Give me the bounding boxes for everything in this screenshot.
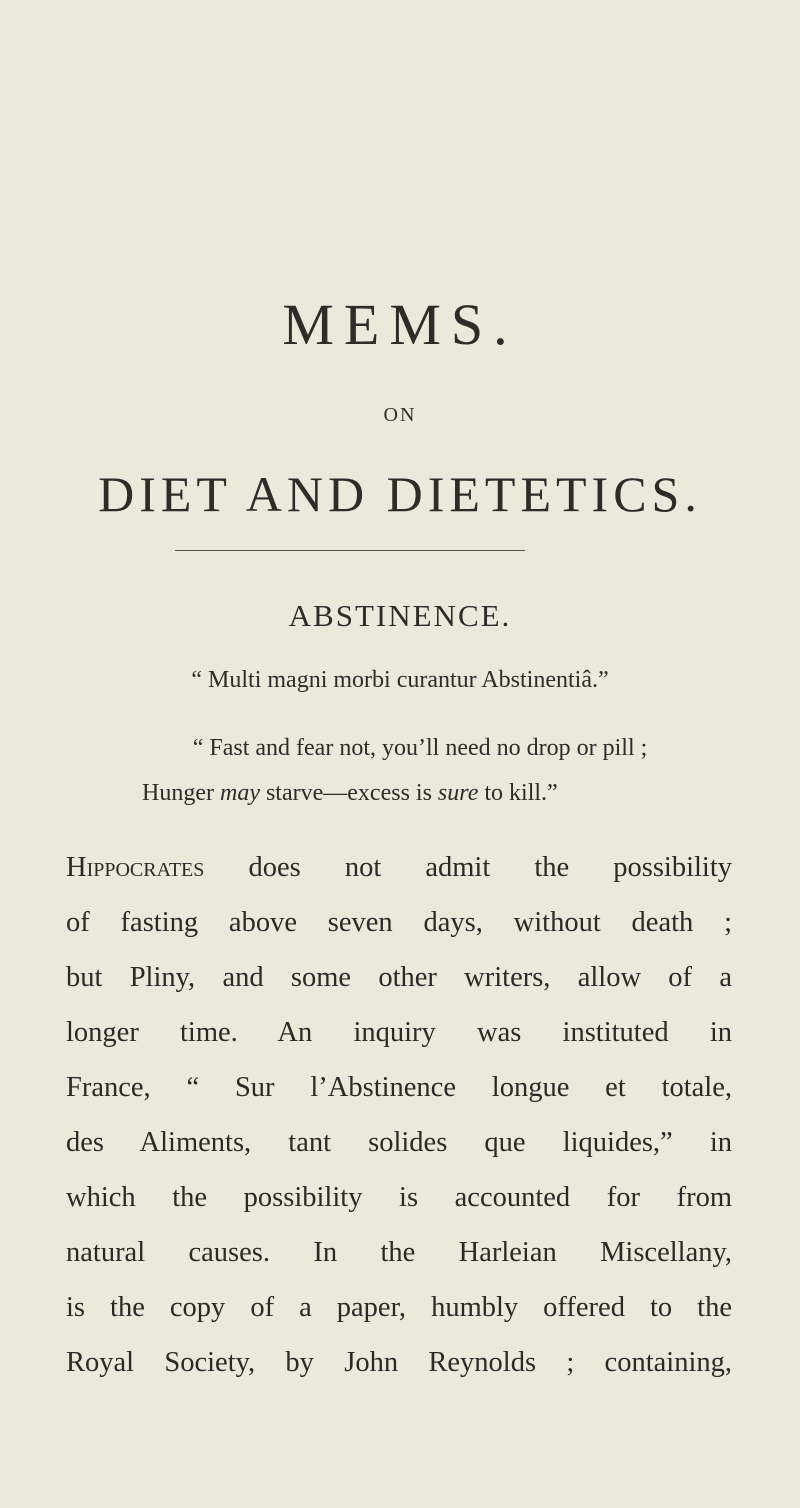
page-subtitle: DIET AND DIETETICS. [98,466,702,522]
verse-line-1: “ Fast and fear not, you’ll need no drop or pill ; [192,735,648,761]
body-line: but Pliny, and some other writers, allow of a [66,962,732,993]
body-line: des Aliments, tant solides que liquides,” in [66,1127,732,1158]
body-line: is the copy of a paper, humbly offered to the [66,1292,732,1323]
body-line: France, “ Sur l’Abstinence longue et totale, [66,1072,732,1103]
author-name: Hippocrates [66,852,205,883]
page-title: MEMS. [282,292,518,357]
latin-motto: “ Multi magni morbi curantur Abstinentiâ.” [191,667,609,693]
body-text: does not admit the possibility [204,852,732,883]
body-line [66,852,732,884]
section-heading: ABSTINENCE. [288,598,512,633]
title-connector: ON [383,404,417,426]
divider-rule [175,550,525,551]
body-line: longer time. An inquiry was instituted in [66,1017,732,1048]
verse-text: Hunger [142,780,220,806]
verse-emphasis: sure [437,780,479,806]
body-line: natural causes. In the Harleian Miscellany, [66,1237,732,1268]
body-line: of fasting above seven days, without death ; [66,907,732,938]
verse-emphasis: may [219,780,260,806]
body-line: Royal Society, by John Reynolds ; containing, [66,1347,732,1378]
body-line: which the possibility is accounted for from [66,1182,732,1213]
verse-line-2 [142,780,558,807]
verse-text: to kill.” [478,780,558,806]
verse-text: starve—excess is [259,780,438,806]
